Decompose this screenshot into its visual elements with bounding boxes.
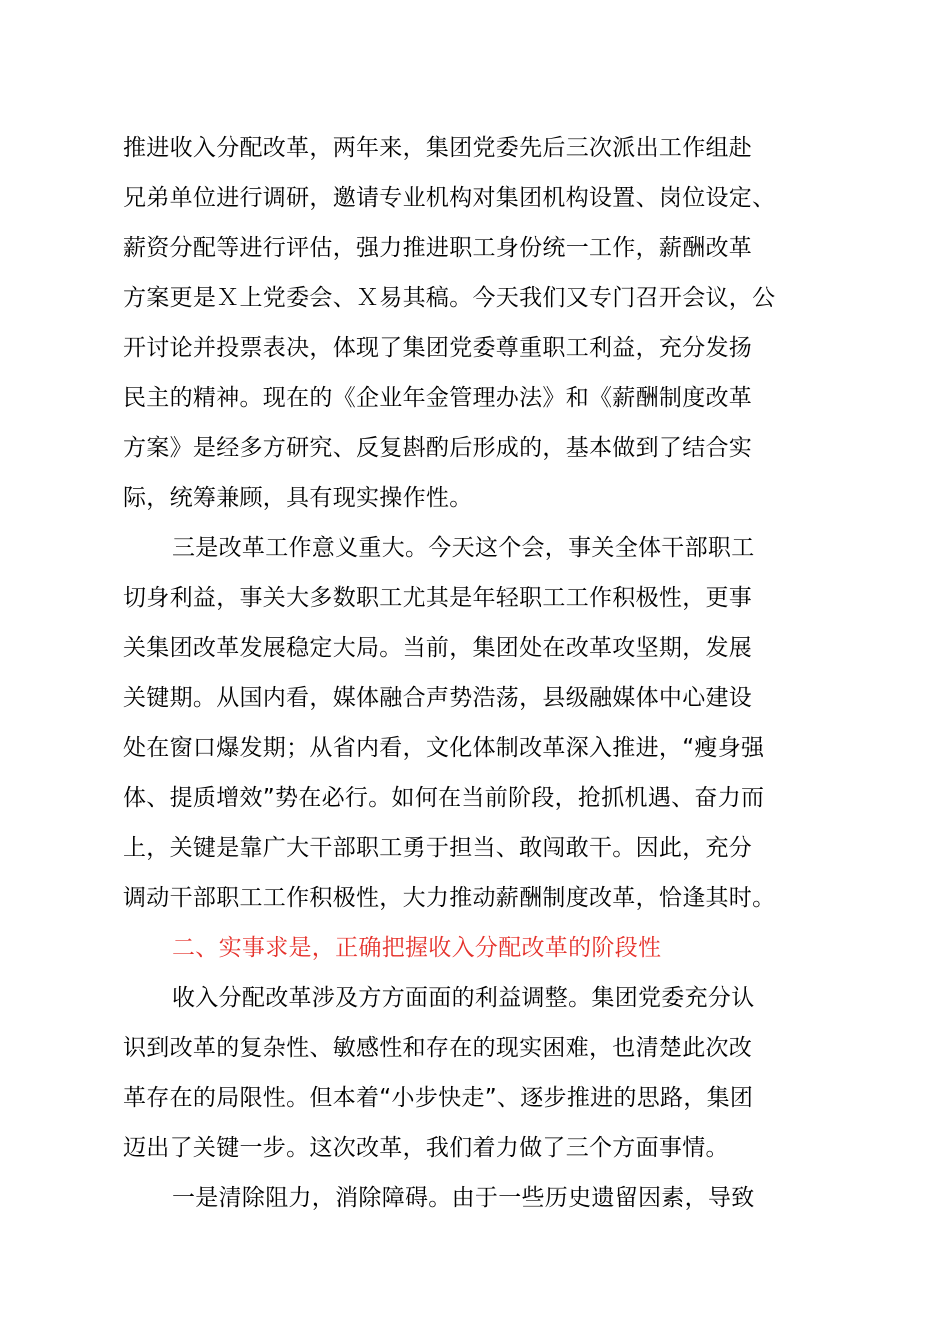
body-line: 处在窗口爆发期；从省内看，文化体制改革深入推进，“瘦身强 (123, 735, 765, 761)
body-line: 关键期。从国内看，媒体融合声势浩荡，县级融媒体中心建设 (123, 685, 753, 711)
body-line: 开讨论并投票表决，体现了集团党委尊重职工利益，充分发扬 (123, 335, 753, 361)
section-heading: 二、实事求是，正确把握收入分配改革的阶段性 (172, 935, 662, 961)
body-line: 迈出了关键一步。这次改革，我们着力做了三个方面事情。 (123, 1135, 729, 1161)
body-line: 兄弟单位进行调研，邀请专业机构对集团机构设置、岗位设定、 (123, 185, 776, 211)
body-line: 革存在的局限性。但本着“小步快走”、逐步推进的思路，集团 (123, 1085, 754, 1111)
body-line: 薪资分配等进行评估，强力推进职工身份统一工作，薪酬改革 (123, 235, 753, 261)
body-line: 调动干部职工工作积极性，大力推动薪酬制度改革，恰逢其时。 (123, 885, 776, 911)
paragraph-start-line: 三是改革工作意义重大。今天这个会，事关全体干部职工 (172, 535, 755, 561)
body-line: 关集团改革发展稳定大局。当前，集团处在改革攻坚期，发展 (123, 635, 753, 661)
body-line: 推进收入分配改革，两年来，集团党委先后三次派出工作组赴 (123, 135, 753, 161)
paragraph-start-line: 收入分配改革涉及方方面面的利益调整。集团党委充分认 (172, 985, 755, 1011)
body-line: 体、提质增效”势在必行。如何在当前阶段，抢抓机遇、奋力而 (123, 785, 765, 811)
body-line: 识到改革的复杂性、敏感性和存在的现实困难，也清楚此次改 (123, 1035, 753, 1061)
paragraph-start-line: 一是清除阻力，消除障碍。由于一些历史遗留因素，导致 (172, 1185, 755, 1211)
body-line: 上，关键是靠广大干部职工勇于担当、敢闯敢干。因此，充分 (123, 835, 753, 861)
body-line: 切身利益，事关大多数职工尤其是年轻职工工作积极性，更事 (123, 585, 753, 611)
body-line: 际，统筹兼顾，具有现实操作性。 (123, 485, 473, 511)
body-line: 方案》是经多方研究、反复斟酌后形成的，基本做到了结合实 (123, 435, 753, 461)
body-line: 民主的精神。现在的《企业年金管理办法》和《薪酬制度改革 (123, 385, 753, 411)
body-line: 方案更是Ｘ上党委会、Ｘ易其稿。今天我们又专门召开会议，公 (123, 285, 776, 311)
